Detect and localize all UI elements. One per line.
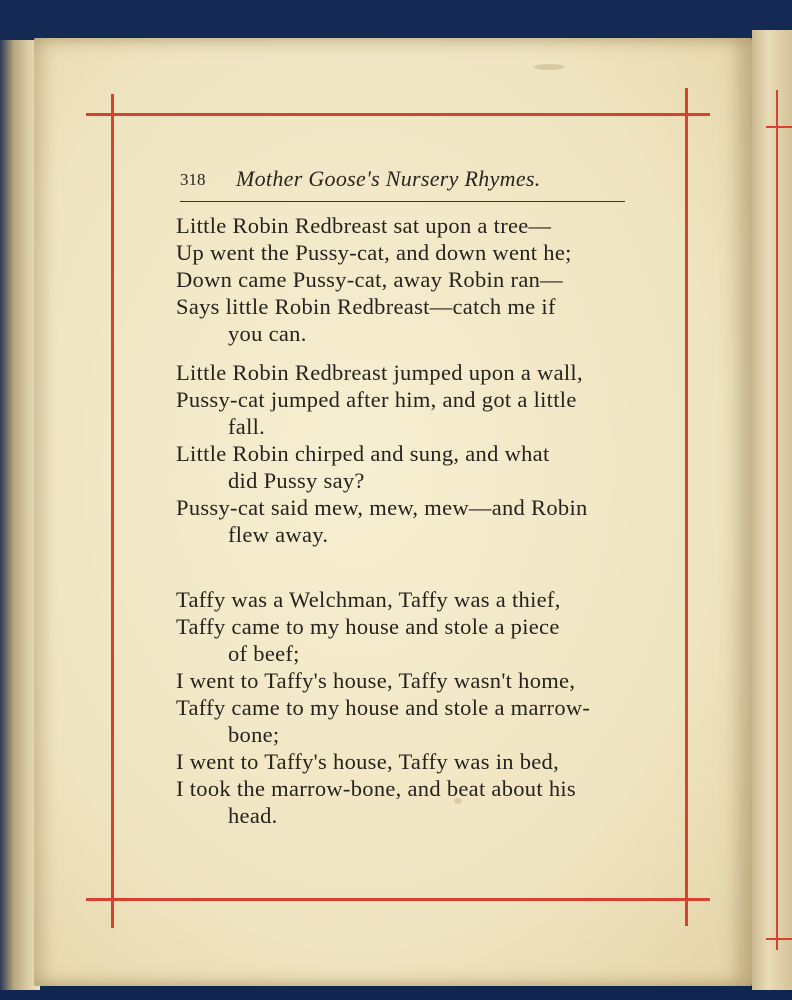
border-rule-left [111,94,114,928]
verse-line: Down came Pussy-cat, away Robin ran— [176,267,563,292]
rhyme-stanza [176,212,646,347]
rhymes-text [176,212,646,829]
verse-line: Taffy came to my house and stole a marrow- [176,695,591,720]
verse-line: Pussy-cat said mew, mew, mew—and Robin [176,495,588,520]
border-rule-top [86,113,710,116]
rhyme-stanza [176,586,646,829]
stanza-spacer [176,347,646,359]
border-rule-right [685,88,688,926]
border-rule-bottom [86,898,710,901]
page-number: 318 [180,170,206,189]
verse-line: of beef; [228,641,300,666]
verse-line: bone; [228,722,280,747]
verse-line: fall. [228,414,266,439]
verse-line: Little Robin Redbreast sat upon a tree— [176,213,552,238]
paper-stain [534,64,564,70]
verse-line: Says little Robin Redbreast—catch me if [176,294,556,319]
facing-page-edge [752,30,792,990]
running-title: Mother Goose's Nursery Rhymes. [236,166,541,191]
verse-line: I took the marrow-bone, and beat about his [176,776,576,801]
verse-line: I went to Taffy's house, Taffy wasn't home, [176,668,576,693]
verse-line: Up went the Pussy-cat, and down went he; [176,240,572,265]
verse-line: Taffy was a Welchman, Taffy was a thief, [176,587,561,612]
verse-line: Taffy came to my house and stole a piece [176,614,560,639]
verse-line: Little Robin chirped and sung, and what [176,441,550,466]
stanza-spacer [176,548,646,586]
verse-line: I went to Taffy's house, Taffy was in bed, [176,749,560,774]
header-rule [180,201,625,202]
facing-page-border-rule [766,126,792,128]
verse-line: Pussy-cat jumped after him, and got a little [176,387,577,412]
rhyme-stanza [176,359,646,548]
verse-line: Little Robin Redbreast jumped upon a wall, [176,360,583,385]
verse-line: flew away. [228,522,329,547]
verse-line: did Pussy say? [228,468,365,493]
running-header [180,166,610,196]
verse-line: you can. [228,321,307,346]
facing-page-border-rule [776,90,778,950]
facing-page-border-rule [766,938,792,940]
verse-line: head. [228,803,278,828]
